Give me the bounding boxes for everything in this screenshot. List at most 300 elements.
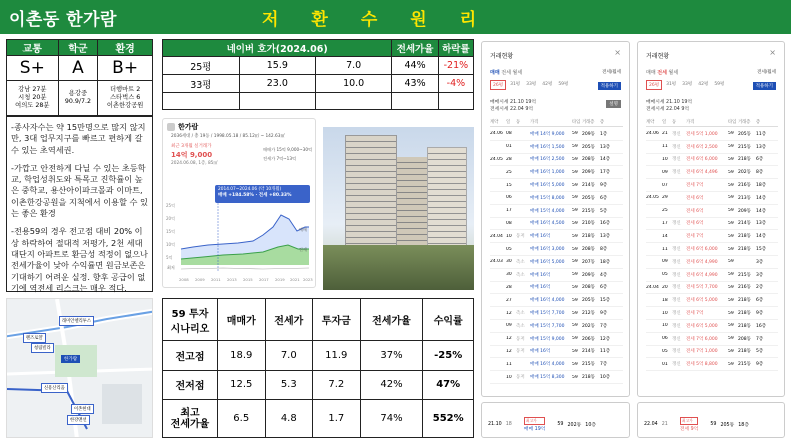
deal-cell: 218동 [738, 298, 751, 304]
deal-cell: 59 [572, 246, 578, 252]
deal-cell: 209동 [582, 131, 595, 137]
deal-cell: 11 [506, 361, 512, 367]
page-subtitle: 저환수원리 [262, 10, 510, 30]
deal-cell: 13층 [600, 234, 611, 240]
price-cell: 25평 [163, 57, 240, 75]
deal-cell: 매매 16억 3,000 [530, 247, 565, 253]
deal-col-header: 타입 [572, 120, 581, 125]
deal-cell: 동저 [516, 336, 525, 342]
strip-date: 21.10 [488, 422, 502, 427]
deal-cell: 59 [572, 323, 578, 329]
grade-detail-school: 용강중 90.9/7.2 [58, 81, 98, 116]
table-row[interactable] [490, 166, 623, 179]
table-row[interactable] [646, 154, 778, 167]
deal-cell: 전세 7억 6,000 [686, 336, 718, 342]
deal-cell: 전세 6억 4,990 [686, 259, 718, 265]
deal-cell: 29 [662, 195, 668, 201]
map-label: 이촌현대 [71, 404, 94, 414]
tab-sale[interactable]: 매매 [490, 70, 500, 76]
invest-cell: -25% [423, 341, 474, 371]
strip-day: 18 [505, 422, 512, 427]
deal-cell: 9층 [600, 311, 608, 317]
deal-cell: 59 [728, 220, 734, 226]
building-photo [323, 127, 474, 290]
deal-cell: 215동 [738, 272, 751, 278]
deal-cell: 갱신 [672, 311, 681, 317]
deal-cell: 갱신 [672, 144, 681, 150]
strip-tag: 최고가 [680, 417, 698, 425]
invest-cell: 4.8 [265, 400, 313, 438]
deal-cell: 갱신 [672, 349, 681, 355]
deal-col-header: 일 [662, 120, 667, 125]
page-title: 이촌동 한가람 [9, 10, 117, 30]
deal-cell: 59 [572, 156, 578, 162]
price-header-drop: 하락률 [438, 40, 473, 57]
table-row[interactable] [646, 205, 778, 218]
price-cell: 33평 [163, 75, 240, 93]
deal-cell: 17층 [600, 170, 611, 176]
deal-cell: 매매 16억 4,000 [530, 362, 565, 368]
deal-cell: 59 [572, 348, 578, 354]
deal-cell: 전세 6억 5,000 [686, 323, 718, 329]
invest-cell: 7.2 [313, 370, 361, 400]
deal-cell: 205동 [582, 144, 595, 150]
y-tick: 25억 [166, 203, 175, 208]
invest-cell: 11.9 [313, 341, 361, 371]
deal-cell: 갱신 [672, 170, 681, 176]
deal-cell: 동저 [516, 234, 525, 240]
table-row[interactable] [646, 320, 778, 333]
deal-cell: 59 [572, 272, 578, 278]
deal-cell: 24.05 [490, 156, 503, 162]
deal-cell: 59 [728, 233, 734, 239]
tab-wolse[interactable]: 월세 [512, 70, 523, 76]
deal-cell: 13층 [756, 144, 767, 150]
table-row[interactable] [490, 307, 623, 320]
deal-cell: 206동 [582, 336, 595, 342]
deal-cell: 208동 [582, 157, 595, 163]
deal-cell: 16층 [600, 221, 611, 227]
strip-dong: 205동 [720, 423, 735, 428]
map-label: 한강맨션 [67, 415, 90, 425]
deal-cell: 01 [506, 144, 512, 150]
recent-date: 2024.06.08, 1층, 85㎡ [171, 161, 218, 166]
deal-cell: 갱신 [672, 298, 681, 304]
deal-cell: 202동 [582, 323, 595, 329]
price-cell: 23.0 [239, 75, 315, 93]
price-chart-card [162, 118, 316, 288]
table-row[interactable] [490, 294, 623, 307]
table-row[interactable] [490, 256, 623, 269]
deal-cell: 59 [728, 348, 734, 354]
deal-cell: 전세 6억 4,990 [686, 272, 718, 278]
x-tick: 2017 [259, 277, 269, 282]
filter-select[interactable]: 전세/월세 [757, 70, 776, 75]
deal-cell: 59 [572, 374, 578, 380]
apt-icon [167, 123, 175, 131]
grade-header-traffic: 교통 [7, 40, 59, 56]
deal-cell: 59 [728, 246, 734, 252]
deal-cell: 3층 [756, 259, 764, 265]
table-row[interactable] [490, 269, 623, 282]
size-chip[interactable]: 26평 [490, 80, 506, 90]
deal-cell: 05 [662, 272, 668, 278]
deal-cell: 5층 [600, 208, 608, 214]
deal-col-header: 동 [516, 120, 521, 125]
table-row[interactable] [490, 333, 623, 346]
deal-cell: 9층 [600, 183, 608, 189]
deal-cell: 갱신 [672, 247, 681, 253]
deal-cell: 25 [662, 208, 668, 214]
grade-header-school: 학군 [58, 40, 98, 56]
table-row[interactable] [646, 307, 778, 320]
deal-cell: 59 [572, 233, 578, 239]
y-tick: 10억 [166, 242, 175, 247]
deal-cell: 216동 [738, 183, 751, 189]
map-label: 청림빌라 [31, 343, 54, 353]
deal-cell: 24.06 [646, 131, 659, 137]
table-row[interactable] [646, 179, 778, 192]
deal-col-header: 가격 [530, 120, 539, 125]
deal-cell: 매매 14억 9,000 [530, 131, 565, 137]
table-row[interactable] [646, 218, 778, 231]
deal-cell: 59 [572, 361, 578, 367]
deal-history-jeonse [637, 41, 785, 397]
deal-cell: 218동 [738, 311, 751, 317]
table-row[interactable] [646, 256, 778, 269]
deal-cell: 10층 [600, 375, 611, 381]
invest-header: 전세가 [265, 299, 313, 341]
deal-cell: 05 [662, 348, 668, 354]
size-chip[interactable]: 33평 [682, 82, 693, 87]
deal-cell: 59 [572, 310, 578, 316]
deal-cell: 06 [662, 336, 668, 342]
deal-cell: 전세 5억 8,800 [686, 362, 718, 368]
deal-cell: 10 [662, 310, 668, 316]
invest-cell: 5.3 [265, 370, 313, 400]
table-row[interactable] [646, 243, 778, 256]
deal-cell: 18층 [600, 259, 611, 265]
explain-button[interactable]: 설명 [606, 100, 621, 108]
deal-cell: 매매 16억 5,000 [530, 259, 565, 265]
deal-cell: 2층 [756, 285, 764, 291]
deal-cell: 측소 [516, 311, 525, 317]
x-tick: 2009 [195, 277, 205, 282]
low-line [181, 268, 309, 269]
close-icon[interactable]: × [769, 48, 776, 57]
strip-detail [524, 417, 546, 432]
deal-cell: 08 [506, 131, 512, 137]
deal-cell: 6층 [756, 298, 764, 304]
table-row[interactable] [490, 192, 623, 205]
deal-cell: 59 [728, 182, 734, 188]
x-tick: 2011 [211, 277, 221, 282]
deal-col-header: 계약 [646, 120, 655, 125]
size-chip[interactable]: 59평 [714, 82, 725, 87]
deal-cell: 59 [728, 310, 734, 316]
table-row[interactable] [490, 218, 623, 231]
deal-cell: 14층 [756, 234, 767, 240]
strip-date: 22.04 [644, 422, 658, 427]
deal-cell: 59 [572, 131, 578, 137]
deal-cell: 18층 [756, 183, 767, 189]
strip-type: 59 [710, 422, 717, 427]
deal-cell: 4층 [600, 272, 608, 278]
header-bar [0, 0, 791, 34]
invest-header: 전세가율 [360, 299, 423, 341]
deal-cell: 갱신 [672, 336, 681, 342]
grade-value-school: A [58, 56, 98, 81]
deal-history-sale [481, 41, 630, 397]
deal-cell: 10 [662, 323, 668, 329]
price-cell: 43% [392, 75, 439, 93]
y-tick: 15억 [166, 229, 175, 234]
invest-cell: 12.5 [218, 370, 266, 400]
deal-title: 거래현황 [490, 53, 514, 60]
deal-cell: 59 [728, 272, 734, 278]
close-icon[interactable]: × [614, 48, 621, 57]
deal-title: 거래현황 [646, 53, 670, 60]
deal-cell: 전세 7억 [686, 311, 704, 317]
grade-value-env: B+ [98, 56, 153, 81]
table-row[interactable] [646, 141, 778, 154]
table-row[interactable] [490, 128, 623, 141]
deal-col-header: 층 [600, 120, 605, 125]
y-tick: 5억 [166, 255, 173, 260]
table-row[interactable] [490, 154, 623, 167]
size-chip[interactable]: 31평 [510, 82, 521, 87]
deal-cell: 207동 [582, 259, 595, 265]
table-row[interactable] [646, 269, 778, 282]
deal-cell: 8층 [600, 247, 608, 253]
deal-cell: 11 [662, 144, 668, 150]
deal-cell: 59 [728, 208, 734, 214]
size-chip[interactable]: 59평 [558, 82, 569, 87]
table-row[interactable] [490, 358, 623, 371]
table-row [163, 370, 474, 400]
deal-cell: 24.04 [490, 233, 503, 239]
table-row[interactable] [646, 358, 778, 371]
deal-cell: 24.03 [490, 259, 503, 265]
deal-cell: 59 [728, 361, 734, 367]
deal-cell: 215동 [738, 144, 751, 150]
deal-cell: 59 [728, 195, 734, 201]
deal-cell: 17 [662, 220, 668, 226]
deal-cell: 209동 [582, 170, 595, 176]
deal-cell: 24.05 [646, 195, 659, 201]
deal-cell: 01 [662, 361, 668, 367]
size-chip[interactable]: 33평 [526, 82, 537, 87]
deal-cell: 28 [506, 156, 512, 162]
deal-cell: 218동 [738, 349, 751, 355]
strip-floor: 10층 [585, 423, 597, 428]
deal-cell: 59 [572, 220, 578, 226]
highest-sale-strip [481, 402, 630, 438]
deal-cell: 10 [506, 233, 512, 239]
table-row[interactable] [646, 166, 778, 179]
deal-cell: 매매 15억 9,000 [530, 336, 565, 342]
deal-cell: 216동 [738, 285, 751, 291]
table-row[interactable] [490, 346, 623, 359]
table-row[interactable] [490, 282, 623, 295]
tab-jeonse[interactable]: 전세 [501, 70, 511, 76]
deal-cell: 59 [572, 259, 578, 265]
deal-cell: 7층 [600, 362, 608, 368]
table-row[interactable] [490, 205, 623, 218]
deal-cell: 210동 [582, 221, 595, 227]
deal-cell: 218동 [738, 157, 751, 163]
deal-cell: 15층 [756, 247, 767, 253]
deal-cell: 59 [728, 284, 734, 290]
deal-cell: 7층 [756, 336, 764, 342]
deal-cell: 매매 16억 [530, 234, 551, 240]
deal-cell: 59 [572, 336, 578, 342]
tab-jeonse[interactable]: 전세 [657, 70, 667, 76]
deal-cell: 209동 [582, 272, 595, 278]
deal-cell: 매매 16억 4,500 [530, 221, 565, 227]
deal-cell: 30 [506, 259, 512, 265]
price-trend-chart [163, 197, 316, 287]
table-row [163, 400, 474, 438]
deal-cell: 갱신 [672, 259, 681, 265]
summary-sale: 매매시세 21.10 19억 [646, 100, 693, 105]
deal-cell: 27 [506, 297, 512, 303]
deal-cell: 6층 [600, 285, 608, 291]
deal-cell: 10 [506, 374, 512, 380]
table-row[interactable] [646, 294, 778, 307]
invest-cell: 18.9 [218, 341, 266, 371]
size-chip[interactable]: 42평 [698, 82, 709, 87]
size-chip[interactable]: 42평 [542, 82, 553, 87]
jeonse-range: 전세가 7억~13억 [263, 156, 297, 161]
deal-cell: 측소 [516, 323, 525, 329]
tab-wolse[interactable]: 월세 [668, 70, 679, 76]
table-row[interactable] [646, 192, 778, 205]
table-row[interactable] [490, 179, 623, 192]
invest-cell: 전고점 [163, 341, 218, 371]
invest-header: 매매가 [218, 299, 266, 341]
table-row[interactable] [490, 320, 623, 333]
deal-cell: 12 [506, 336, 512, 342]
deal-cell: 전세 6억 6,000 [686, 247, 718, 253]
deal-cell: 9층 [756, 311, 764, 317]
deal-cell: 12층 [600, 336, 611, 342]
table-row[interactable] [490, 371, 623, 384]
table-row[interactable] [490, 243, 623, 256]
deal-cell: 59 [728, 131, 734, 137]
strip-dong: 202동 [567, 423, 582, 428]
apt-meta: 2036세대 / 총 19동 / 1998.05.18 / 85.12㎡ ~ 142.63㎡ [171, 134, 285, 139]
strip-price: 매매 19억 [523, 427, 546, 432]
table-row[interactable] [646, 333, 778, 346]
deal-cell: 06 [506, 195, 512, 201]
deal-cell: 11층 [600, 349, 611, 355]
summary-jeonse: 전세시세 22.04 9억 [490, 107, 534, 112]
strip-floor: 18층 [738, 423, 749, 428]
deal-cell: 갱신 [672, 157, 681, 163]
deal-cell: 14층 [756, 195, 767, 201]
price-header-naver: 네이버 호가(2024.06) [163, 40, 392, 57]
deal-cell: 갱신 [672, 221, 681, 227]
size-chip[interactable]: 26평 [646, 80, 662, 90]
apply-button[interactable]: 적용하기 [753, 82, 776, 90]
table-row[interactable] [646, 282, 778, 295]
y-tick: 20억 [166, 216, 175, 221]
table-row [163, 57, 474, 75]
strip-type: 59 [557, 422, 564, 427]
deal-cell: 59 [728, 297, 734, 303]
deal-cell: 갱신 [672, 131, 681, 137]
deal-cell: 매매 16억 [530, 272, 551, 278]
deal-cell: 9층 [756, 362, 764, 368]
deal-cell: 매매 16억 1,500 [530, 144, 565, 150]
table-row [163, 75, 474, 93]
filter-select[interactable]: 전세/월세 [602, 70, 621, 75]
deal-cell: 11층 [756, 131, 767, 137]
deal-cell: 205동 [582, 195, 595, 201]
deal-cell: 1층 [600, 131, 608, 137]
invest-cell: 37% [360, 341, 423, 371]
deal-cell: 205동 [738, 131, 751, 137]
deal-cell: 59 [728, 259, 734, 265]
table-row[interactable] [646, 346, 778, 359]
invest-cell: 7.0 [265, 341, 313, 371]
deal-cell: 214동 [738, 221, 751, 227]
apply-button[interactable]: 적용하기 [598, 82, 621, 90]
deal-cell: 전세 6억 [686, 195, 704, 201]
note-environment: -가깝고 안전하게 다닐 수 있는 초등학교, 학업성취도와 특목고 진학률이 높은 중학교, 용산아이파크몰과 이마트, 이촌한강공원을 지척에서 이용할 수 있는 좋은 환경 [11, 162, 148, 219]
x-tick: 2015 [243, 277, 253, 282]
table-row[interactable] [646, 128, 778, 141]
tab-sale[interactable]: 매매 [646, 70, 656, 76]
legend-jeonse: 전세 [299, 247, 307, 252]
invest-header: 수익률 [423, 299, 474, 341]
deal-cell: 59 [572, 208, 578, 214]
deal-cell: 13층 [600, 144, 611, 150]
deal-cell: 매매 16억 5,000 [530, 183, 565, 189]
grade-detail-env: 더행마트 2 스타벅스 6 이촌한강공원 [98, 81, 153, 116]
deal-cell: 215동 [582, 362, 595, 368]
deal-cell: 24.04 [646, 284, 659, 290]
invest-cell: 47% [423, 370, 474, 400]
table-row[interactable] [490, 230, 623, 243]
price-cell: -21% [438, 57, 473, 75]
table-row [163, 341, 474, 371]
deal-cell: 매매 15억 4,000 [530, 208, 565, 214]
deal-cell: 매매 15억 8,300 [530, 375, 565, 381]
deal-cell: 218동 [738, 234, 751, 240]
deal-cell: 15층 [600, 298, 611, 304]
deal-cell: 14층 [756, 208, 767, 214]
price-cell: 44% [392, 57, 439, 75]
strip-day: 21 [661, 422, 668, 427]
deal-cell: 매매 15억 7,700 [530, 311, 565, 317]
table-row[interactable] [646, 230, 778, 243]
deal-cell: 208동 [738, 336, 751, 342]
deal-cell: 갱신 [672, 272, 681, 278]
invest-cell: 1.7 [313, 400, 361, 438]
deal-cell: 6층 [756, 157, 764, 163]
size-chip[interactable]: 31평 [666, 82, 677, 87]
deal-cell: 25 [506, 169, 512, 175]
map-label: 렌즈로얄 [23, 333, 46, 343]
y-axis-labels [166, 202, 175, 260]
deal-cell: 59 [728, 323, 734, 329]
table-row[interactable] [490, 141, 623, 154]
deal-cell: 17 [506, 208, 512, 214]
deal-cell: 11 [662, 246, 668, 252]
invest-table-panel [162, 298, 474, 438]
